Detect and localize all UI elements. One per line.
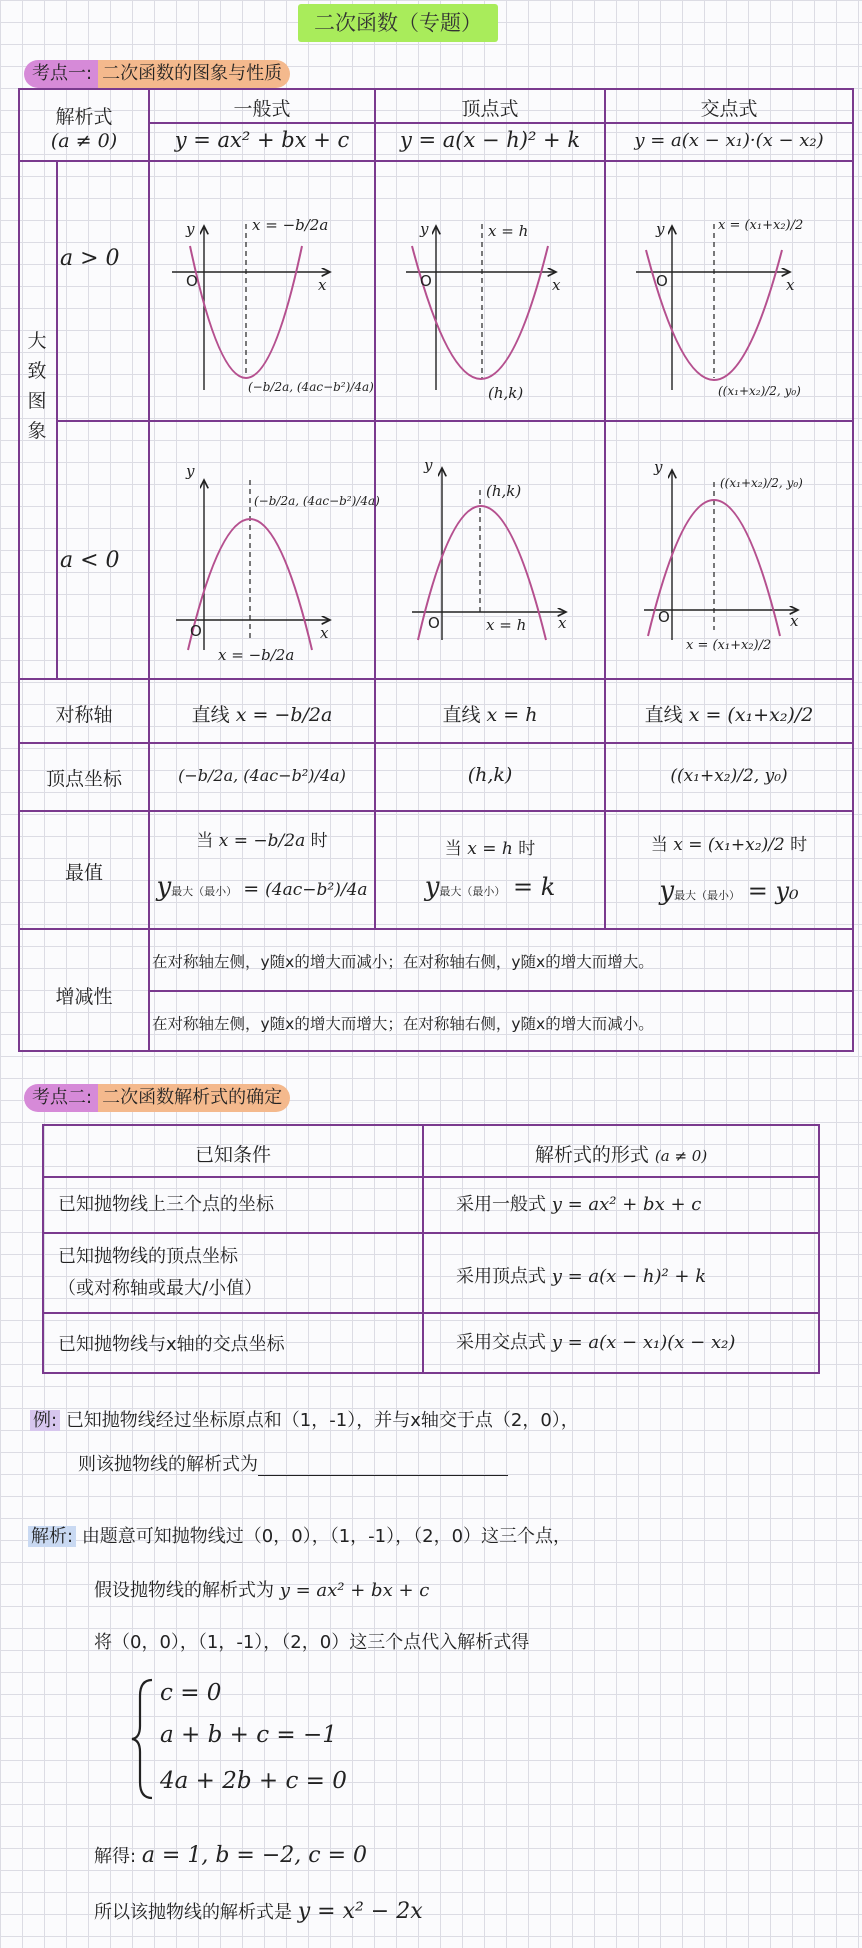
formula-vertex: y = a(x − h)² + k <box>399 128 581 152</box>
result-values: a = 1, b = −2, c = 0 <box>141 1843 367 1868</box>
solution-text1: 由题意可知抛物线过（0，0），（1，-1），（2，0）这三个点， <box>81 1526 572 1547</box>
g3-x: x <box>786 276 795 294</box>
g3-axis: x = (x₁+x₂)/2 <box>718 218 804 233</box>
formula-intercept: y = a(x − x₁)·(x − x₂) <box>634 130 824 151</box>
max-sub-2: 最大（最小） <box>439 885 506 898</box>
g5-x: x <box>558 614 567 632</box>
mono-a-negative: 在对称轴左侧，y随x的增大而增大；在对称轴右侧，y随x的增大而减小。 <box>152 1015 654 1033</box>
solution-label: 解析: <box>28 1526 76 1547</box>
solution-formula2: y = ax² + bx + c <box>279 1580 430 1601</box>
when-3: 当 <box>650 835 668 855</box>
a-positive-label: a > 0 <box>60 246 120 271</box>
time-1: 时 <box>310 831 328 851</box>
a-negative-label: a < 0 <box>60 548 120 573</box>
g2-x: x <box>552 276 561 294</box>
solution-text2: 假设抛物线的解析式为 <box>94 1580 274 1601</box>
max-intercept-cond <box>606 830 852 855</box>
equation-3: 4a + 2b + c = 0 <box>160 1768 347 1794</box>
g2-y: y <box>420 220 429 238</box>
example-text2: 则该抛物线的解析式为 <box>78 1454 258 1475</box>
g2-o: O <box>420 272 432 290</box>
g5-y: y <box>424 456 433 474</box>
section2-tag-label: 考点二: <box>24 1084 98 1112</box>
final-formula: y = x² − 2x <box>297 1899 423 1924</box>
g4-x: x <box>320 624 329 642</box>
table2-row2-prefix: 采用顶点式 <box>456 1266 546 1287</box>
g5-axis: x = h <box>486 616 527 634</box>
g6-vertex: ((x₁+x₂)/2, y₀) <box>720 476 803 490</box>
result-prefix: 解得: <box>94 1846 137 1867</box>
axis-vertex-value: x = h <box>486 704 538 726</box>
g1-y: y <box>186 220 195 238</box>
parabola-general-up <box>190 246 302 378</box>
g3-y: y <box>656 220 665 238</box>
max-sub-1: 最大（最小） <box>171 885 238 898</box>
g6-axis: x = (x₁+x₂)/2 <box>686 638 772 653</box>
when-2: 当 <box>444 839 462 859</box>
solution-line2 <box>94 1576 429 1602</box>
row-max-label: 最值 <box>64 862 103 884</box>
table2-row2-known: 已知抛物线的顶点坐标 <box>58 1246 238 1267</box>
max-vertex: y最大（最小） = k <box>424 872 556 902</box>
table2-row3-formula: y = a(x − x₁)(x − x₂) <box>551 1332 736 1353</box>
max-vertex-cond <box>376 834 604 859</box>
solution-final <box>94 1898 423 1924</box>
when-1: 当 <box>196 831 214 851</box>
graph-row-label: 大致图象 <box>27 330 47 442</box>
g3-o: O <box>656 272 668 290</box>
g4-y: y <box>186 462 195 480</box>
axis-intercept <box>606 700 852 727</box>
equation-1: c = 0 <box>160 1680 222 1706</box>
axis-general <box>150 700 374 727</box>
table2-row1-known: 已知抛物线上三个点的坐标 <box>58 1194 274 1215</box>
when-3-val: x = (x₁+x₂)/2 <box>673 835 785 855</box>
g4-axis: x = −b/2a <box>218 646 295 664</box>
example-line1 <box>30 1406 579 1432</box>
table2-row2-form <box>456 1262 706 1288</box>
max-intercept: y最大（最小） = y₀ <box>659 876 799 906</box>
example-text1: 已知抛物线经过坐标原点和（1，-1），并与x轴交于点（2，0）， <box>65 1410 579 1431</box>
solution-result <box>94 1842 367 1868</box>
g6-x: x <box>790 612 799 630</box>
g3-vertex: ((x₁+x₂)/2, y₀) <box>718 384 801 398</box>
time-2: 时 <box>518 839 536 859</box>
axis-general-prefix: 直线 <box>191 704 230 726</box>
solution-text3: 将（0，0），（1，-1），（2，0）这三个点代入解析式得 <box>94 1632 530 1653</box>
final-prefix: 所以该抛物线的解析式是 <box>94 1902 292 1923</box>
g4-o: O <box>190 622 202 640</box>
axis-intercept-prefix: 直线 <box>644 704 683 726</box>
table1-col0-cond: (a ≠ 0) <box>50 130 118 152</box>
max-general-cond <box>150 826 374 851</box>
table2-row1-form <box>456 1190 701 1216</box>
g1-x: x <box>318 276 327 294</box>
g5-vertex: (h,k) <box>486 482 522 500</box>
max-general: y最大（最小） = (4ac−b²)/4a <box>156 872 368 902</box>
g1-axis: x = −b/2a <box>252 216 329 234</box>
g2-vertex: (h,k) <box>488 384 524 402</box>
section2-tag-title: 二次函数解析式的确定 <box>98 1084 290 1112</box>
table1-col-intercept: 交点式 <box>700 98 758 120</box>
vertex-general: (−b/2a, (4ac−b²)/4a) <box>178 766 346 785</box>
solution-line1 <box>28 1522 571 1548</box>
table2-row2-formula: y = a(x − h)² + k <box>551 1266 707 1287</box>
section2-tag <box>24 1084 290 1112</box>
g5-o: O <box>428 614 440 632</box>
max-vertex-val: k <box>540 873 556 901</box>
row-axis-label: 对称轴 <box>55 704 113 726</box>
table2-head-known: 已知条件 <box>194 1144 271 1166</box>
axis-vertex-prefix: 直线 <box>442 704 481 726</box>
example-line2 <box>78 1450 508 1476</box>
formula-general: y = ax² + bx + c <box>174 128 350 152</box>
brace-icon <box>128 1676 158 1802</box>
row-vertex-label: 顶点坐标 <box>45 768 122 790</box>
g1-o: O <box>186 272 198 290</box>
axis-intercept-value: x = (x₁+x₂)/2 <box>688 704 814 726</box>
section1-tag-label: 考点一: <box>24 60 98 88</box>
example-label: 例: <box>30 1410 60 1431</box>
max-sub-3: 最大（最小） <box>674 889 741 902</box>
g6-o: O <box>658 608 670 626</box>
table2-row3-form <box>456 1328 735 1354</box>
table2-head-form <box>424 1140 818 1167</box>
g6-y: y <box>654 458 663 476</box>
table1-col-vertex: 顶点式 <box>461 98 519 120</box>
equation-2: a + b + c = −1 <box>160 1722 337 1748</box>
table2-row1-formula: y = ax² + bx + c <box>551 1194 702 1215</box>
vertex-vertex: (h,k) <box>467 764 513 786</box>
axis-vertex <box>376 700 604 727</box>
table2-head-cond: (a ≠ 0) <box>654 1147 708 1165</box>
page-title: 二次函数（专题） <box>298 4 498 42</box>
vertex-intercept: ((x₁+x₂)/2, y₀) <box>670 766 788 786</box>
parabola-vertex-up <box>412 246 548 379</box>
table2-row3-prefix: 采用交点式 <box>456 1332 546 1353</box>
table2-row1-prefix: 采用一般式 <box>456 1194 546 1215</box>
row-mono-label: 增减性 <box>55 986 113 1008</box>
max-intercept-val: y₀ <box>775 877 799 905</box>
when-2-val: x = h <box>467 839 513 859</box>
g1-vertex: (−b/2a, (4ac−b²)/4a) <box>248 380 374 394</box>
axis-general-value: x = −b/2a <box>235 704 333 726</box>
max-general-val: (4ac−b²)/4a <box>265 880 368 900</box>
table1-col-general: 一般式 <box>233 98 291 120</box>
time-3: 时 <box>790 835 808 855</box>
table2-row3-known: 已知抛物线与x轴的交点坐标 <box>58 1334 285 1355</box>
when-1-val: x = −b/2a <box>218 831 306 851</box>
table1-col0-header: 解析式 <box>55 106 113 128</box>
section1-tag-title: 二次函数的图象与性质 <box>98 60 290 88</box>
answer-blank <box>258 1457 508 1476</box>
g2-axis: x = h <box>488 222 529 240</box>
table2-head-form-text: 解析式的形式 <box>534 1144 649 1166</box>
table2-row2-known2: （或对称轴或最大/小值） <box>58 1278 263 1299</box>
mono-a-positive: 在对称轴左侧，y随x的增大而减小；在对称轴右侧，y随x的增大而增大。 <box>152 953 654 971</box>
g4-vertex: (−b/2a, (4ac−b²)/4a) <box>254 494 380 508</box>
